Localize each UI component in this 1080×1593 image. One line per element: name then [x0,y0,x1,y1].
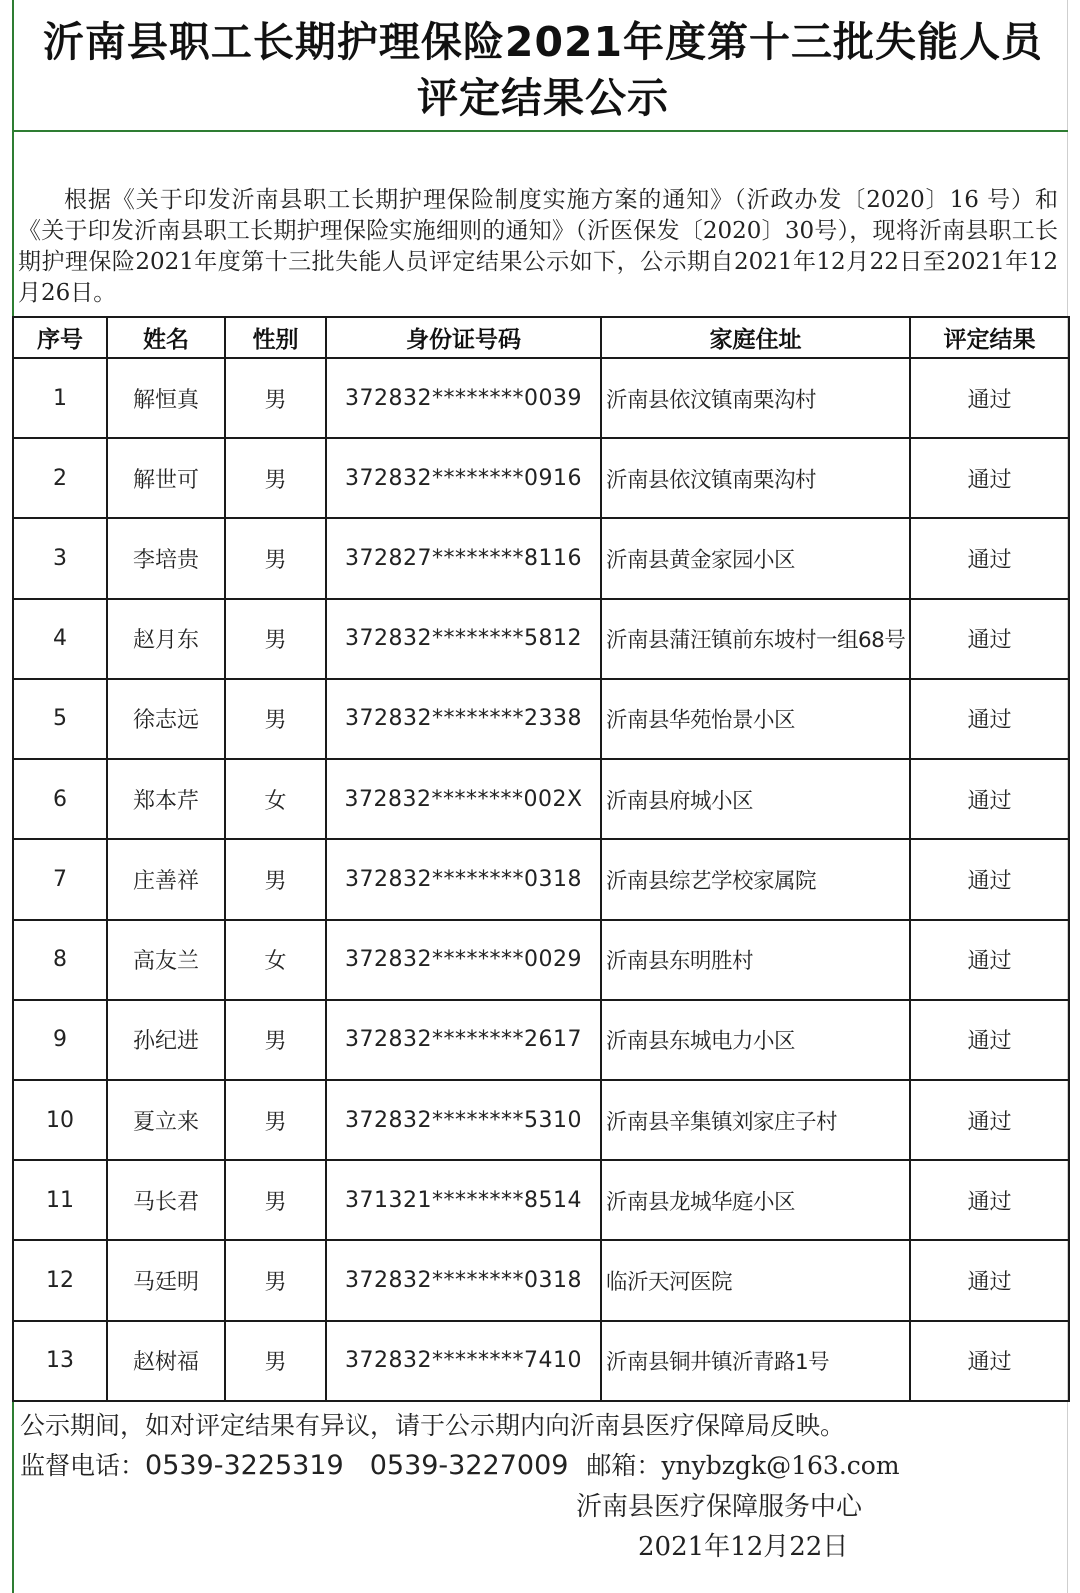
cell-result: 通过 [910,759,1069,839]
header-name: 姓名 [107,317,225,358]
cell-name: 孙纪进 [107,1000,225,1080]
cell-name: 解恒真 [107,358,225,438]
cell-result: 通过 [910,839,1069,919]
cell-id-number: 372832********2338 [326,679,601,759]
title-box [12,0,1068,132]
cell-index: 4 [13,599,107,679]
cell-gender: 男 [225,839,326,919]
cell-address: 沂南县依汶镇南栗沟村 [601,438,910,518]
cell-id-number: 372832********002X [326,759,601,839]
cell-gender: 男 [225,599,326,679]
table-row [13,1240,1069,1320]
cell-index: 10 [13,1080,107,1160]
cell-gender: 男 [225,679,326,759]
cell-address: 沂南县府城小区 [601,759,910,839]
cell-id-number: 372832********0318 [326,839,601,919]
cell-gender: 女 [225,920,326,1000]
table-row [13,1080,1069,1160]
cell-address: 沂南县铜井镇沂青路1号 [601,1321,910,1401]
table-row [13,839,1069,919]
cell-id-number: 372832********0039 [326,358,601,438]
cell-address: 沂南县华苑怡景小区 [601,679,910,759]
cell-result: 通过 [910,1000,1069,1080]
cell-result: 通过 [910,1321,1069,1401]
cell-address: 沂南县龙城华庭小区 [601,1160,910,1240]
cell-index: 7 [13,839,107,919]
cell-name: 高友兰 [107,920,225,1000]
cell-address: 沂南县辛集镇刘家庄子村 [601,1080,910,1160]
table-row [13,518,1069,598]
phone-number-1: 0539-3225319 [145,1450,344,1481]
cell-name: 赵树福 [107,1321,225,1401]
header-index: 序号 [13,317,107,358]
cell-result: 通过 [910,920,1069,1000]
table-row [13,1321,1069,1401]
cell-name: 庄善祥 [107,839,225,919]
cell-result: 通过 [910,438,1069,518]
table-row [13,1000,1069,1080]
cell-index: 6 [13,759,107,839]
table-row [13,1160,1069,1240]
cell-name: 解世可 [107,438,225,518]
cell-address: 沂南县东明胜村 [601,920,910,1000]
cell-address: 沂南县东城电力小区 [601,1000,910,1080]
cell-result: 通过 [910,1240,1069,1320]
cell-name: 马廷明 [107,1240,225,1320]
cell-name: 赵月东 [107,599,225,679]
objection-notice: 公示期间，如对评定结果有异议，请于公示期内向沂南县医疗保障局反映。 [20,1411,846,1440]
table-row [13,759,1069,839]
cell-result: 通过 [910,518,1069,598]
cell-index: 8 [13,920,107,1000]
cell-result: 通过 [910,358,1069,438]
cell-id-number: 372832********2617 [326,1000,601,1080]
issue-date: 2021年12月22日 [638,1532,849,1562]
cell-gender: 男 [225,518,326,598]
cell-gender: 男 [225,1080,326,1160]
cell-index: 13 [13,1321,107,1401]
cell-result: 通过 [910,599,1069,679]
table-row [13,679,1069,759]
table-row [13,438,1069,518]
cell-index: 1 [13,358,107,438]
cell-name: 徐志远 [107,679,225,759]
cell-id-number: 372827********8116 [326,518,601,598]
header-id-number: 身份证号码 [326,317,601,358]
email-label: 邮箱： [586,1451,662,1480]
cell-index: 3 [13,518,107,598]
table-row [13,358,1069,438]
header-gender: 性别 [225,317,326,358]
cell-gender: 男 [225,1240,326,1320]
contact-line [20,1446,1066,1482]
cell-gender: 男 [225,1000,326,1080]
cell-name: 郑本芹 [107,759,225,839]
table-row [13,599,1069,679]
cell-id-number: 371321********8514 [326,1160,601,1240]
cell-result: 通过 [910,679,1069,759]
cell-address: 沂南县黄金家园小区 [601,518,910,598]
cell-address: 沂南县蒲汪镇前东坡村一组68号 [601,599,910,679]
cell-address: 沂南县综艺学校家属院 [601,839,910,919]
cell-address: 沂南县依汶镇南栗沟村 [601,358,910,438]
intro-paragraph: 根据《关于印发沂南县职工长期护理保险制度实施方案的通知》（沂政办发〔2020〕16 号）和《关于印发沂南县职工长期护理保险实施细则的通知》（沂医保发〔2020〕30号），现将沂南县职工长期护理保险2021年度第十三批失能人员评定结果公示如下，公示期自2021年12月22日至2021年12月26日。 [18,187,1058,306]
cell-index: 5 [13,679,107,759]
issuer-signature: 沂南县医疗保障服务中心 [576,1492,863,1522]
phone-label: 监督电话： [20,1451,146,1480]
page-title: 沂南县职工长期护理保险2021年度第十三批失能人员评定结果公示 [42,18,1044,122]
cell-id-number: 372832********5310 [326,1080,601,1160]
cell-gender: 男 [225,1321,326,1401]
cell-index: 2 [13,438,107,518]
cell-gender: 男 [225,438,326,518]
cell-id-number: 372832********5812 [326,599,601,679]
cell-name: 马长君 [107,1160,225,1240]
cell-result: 通过 [910,1080,1069,1160]
cell-index: 9 [13,1000,107,1080]
cell-gender: 男 [225,1160,326,1240]
cell-result: 通过 [910,1160,1069,1240]
table-header-row [13,317,1069,358]
cell-id-number: 372832********7410 [326,1321,601,1401]
cell-gender: 女 [225,759,326,839]
cell-id-number: 372832********0916 [326,438,601,518]
header-result: 评定结果 [910,317,1069,358]
email-address: ynybzgk@163.com [661,1451,900,1480]
header-address: 家庭住址 [601,317,910,358]
cell-id-number: 372832********0029 [326,920,601,1000]
table-row [13,920,1069,1000]
cell-gender: 男 [225,358,326,438]
result-table [12,316,1070,1402]
cell-index: 12 [13,1240,107,1320]
phone-number-2: 0539-3227009 [369,1450,569,1481]
cell-id-number: 372832********0318 [326,1240,601,1320]
cell-index: 11 [13,1160,107,1240]
cell-name: 夏立来 [107,1080,225,1160]
cell-address: 临沂天河医院 [601,1240,910,1320]
cell-name: 李培贵 [107,518,225,598]
